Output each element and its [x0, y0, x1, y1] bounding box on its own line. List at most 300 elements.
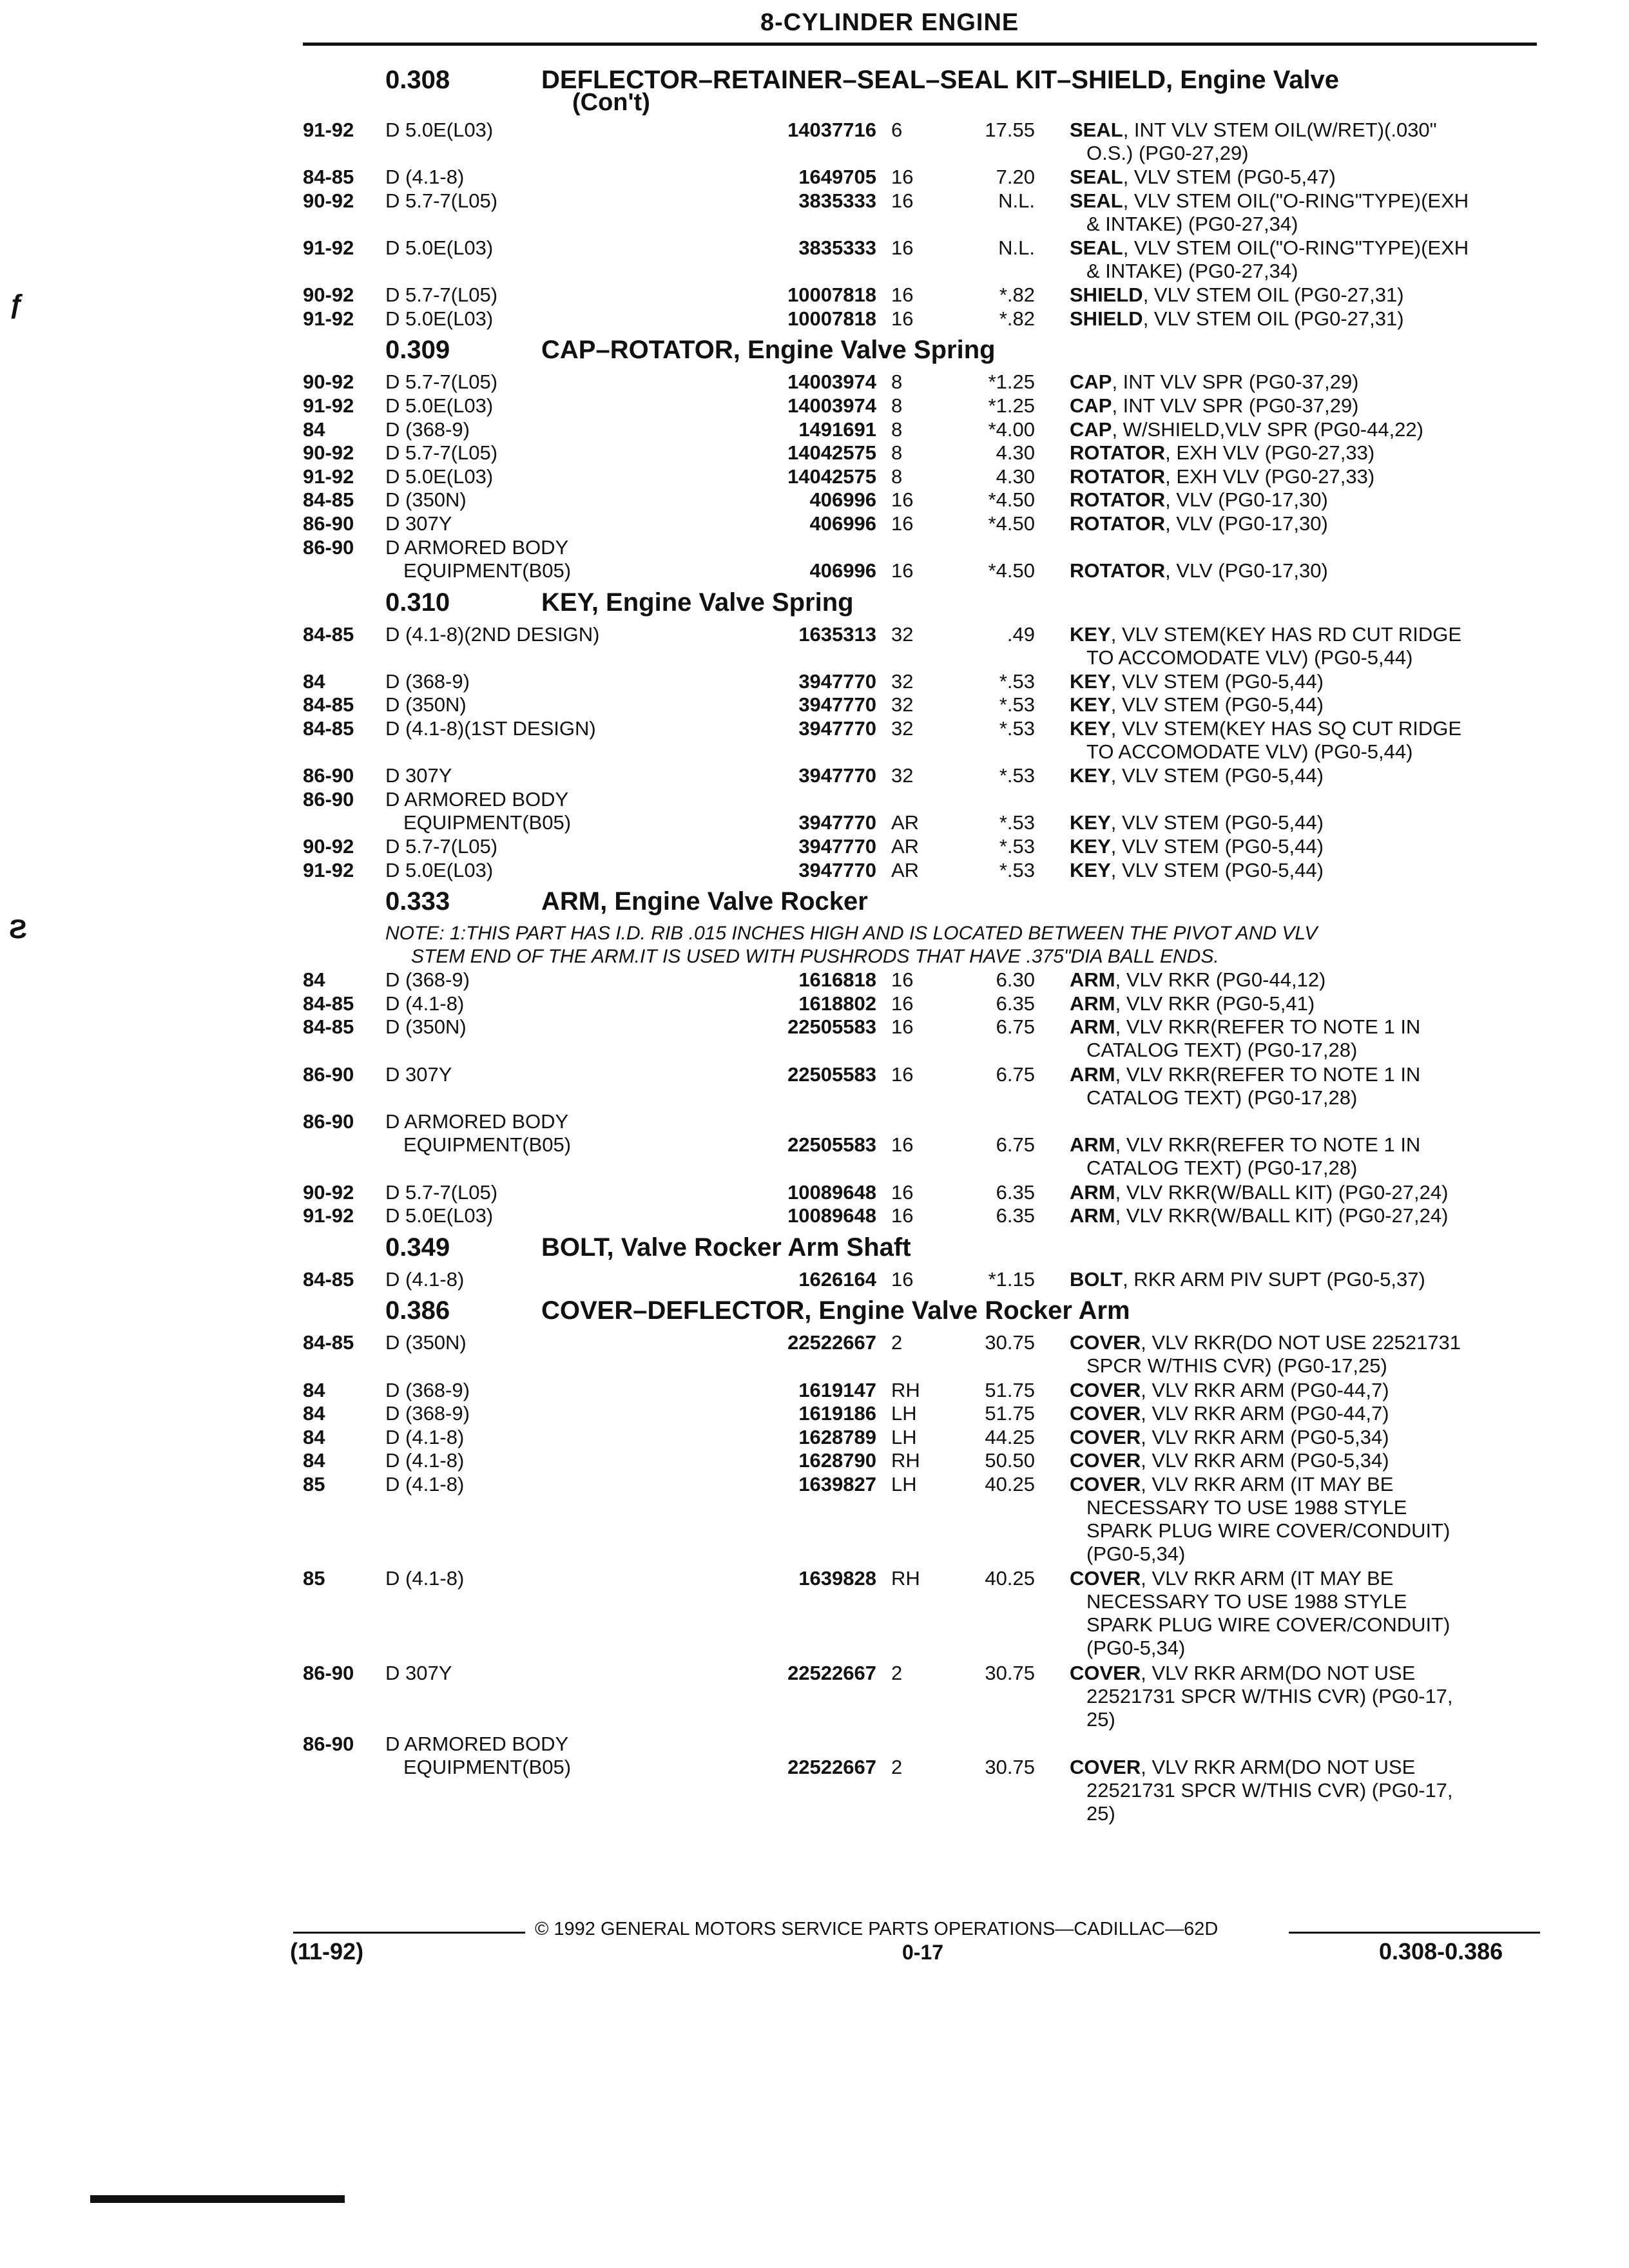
- part-description: [1070, 1015, 1540, 1062]
- price: 7.20: [996, 166, 1035, 189]
- model-years: 85: [303, 1567, 325, 1590]
- description-keyword: KEY: [1070, 835, 1111, 858]
- description-keyword: COVER: [1070, 1449, 1141, 1472]
- engine-code: D 307Y: [385, 1661, 452, 1684]
- engine-code: D 5.7-7(L05): [385, 284, 498, 307]
- quantity: 16: [891, 166, 914, 189]
- description-line: [1070, 859, 1540, 882]
- engine-application: [385, 1181, 731, 1204]
- description-text: , VLV RKR (PG0-5,41): [1115, 992, 1315, 1015]
- table-row: [303, 1567, 1540, 1661]
- price: 6.35: [996, 1204, 1035, 1227]
- part-description: [1070, 1756, 1540, 1825]
- margin-mark-top: ƒ: [9, 289, 24, 319]
- quantity: 16: [891, 968, 914, 992]
- price: 30.75: [985, 1756, 1035, 1779]
- table-row: [303, 1473, 1540, 1567]
- description-text: , VLV RKR ARM(DO NOT USE: [1141, 1756, 1416, 1779]
- section-number: 0.309: [385, 336, 450, 365]
- section-header: [303, 885, 1540, 922]
- description-keyword: SEAL: [1070, 119, 1123, 141]
- quantity: LH: [891, 1472, 917, 1495]
- part-number: 22522667: [787, 1756, 876, 1779]
- part-number: 22505583: [787, 1062, 876, 1086]
- description-keyword: ROTATOR: [1070, 512, 1166, 535]
- quantity: 16: [891, 284, 914, 307]
- description-text: , VLV (PG0-17,30): [1165, 512, 1328, 535]
- description-line: & INTAKE) (PG0-27,34): [1086, 212, 1298, 235]
- description-text: , VLV (PG0-17,30): [1165, 488, 1328, 512]
- model-years: 84: [303, 1449, 325, 1472]
- price: *.53: [999, 811, 1035, 834]
- part-description: [1070, 284, 1540, 307]
- model-years: 86-90: [303, 1661, 354, 1684]
- price: 40.25: [985, 1567, 1035, 1590]
- model-years: 84-85: [303, 992, 354, 1015]
- description-keyword: SEAL: [1070, 189, 1123, 212]
- description-line: [1070, 284, 1540, 307]
- description-line: [1070, 1662, 1540, 1685]
- quantity: 6: [891, 119, 903, 141]
- description-keyword: COVER: [1070, 1756, 1141, 1779]
- description-line: [1070, 992, 1540, 1015]
- engine-code: D 5.7-7(L05): [385, 1180, 498, 1204]
- engine-application: [385, 992, 731, 1015]
- price: 4.30: [996, 441, 1035, 465]
- engine-application: [385, 835, 731, 858]
- section-number: 0.310: [385, 588, 450, 617]
- footer-rule-left: [293, 1932, 525, 1934]
- table-row: [303, 1110, 1540, 1181]
- part-description: [1070, 623, 1540, 669]
- part-number: 10007818: [787, 284, 876, 307]
- description-keyword: COVER: [1070, 1661, 1141, 1684]
- part-number: 14042575: [787, 465, 876, 488]
- model-years: 84-85: [303, 488, 354, 512]
- quantity: LH: [891, 1425, 917, 1448]
- description-keyword: ROTATOR: [1070, 441, 1166, 465]
- description-line: [1070, 835, 1540, 858]
- table-row: [303, 536, 1540, 583]
- description-text: , VLV RKR ARM (PG0-5,34): [1141, 1449, 1389, 1472]
- section-title: COVER–DEFLECTOR, Engine Valve Rocker Arm: [541, 1296, 1130, 1325]
- description-keyword: KEY: [1070, 858, 1111, 881]
- section-header: [303, 1231, 1540, 1268]
- quantity: 16: [891, 559, 914, 582]
- price: *.53: [999, 693, 1035, 716]
- description-keyword: KEY: [1070, 764, 1111, 787]
- description-text: , VLV STEM (PG0-5,47): [1123, 166, 1336, 189]
- table-row: [303, 1662, 1540, 1733]
- description-line: [1070, 1015, 1540, 1039]
- description-text: , VLV RKR ARM (PG0-44,7): [1141, 1378, 1389, 1401]
- quantity: RH: [891, 1378, 920, 1401]
- engine-code-cont: EQUIPMENT(B05): [403, 559, 572, 582]
- description-text: , INT VLV STEM OIL(W/RET)(.030": [1123, 119, 1437, 141]
- description-line: SPARK PLUG WIRE COVER/CONDUIT): [1086, 1613, 1451, 1637]
- part-number: 406996: [809, 488, 876, 512]
- description-line: [1070, 1756, 1540, 1779]
- description-keyword: KEY: [1070, 669, 1111, 693]
- table-row: [303, 670, 1540, 694]
- part-description: [1070, 859, 1540, 882]
- description-keyword: CAP: [1070, 370, 1112, 394]
- table-row: [303, 1402, 1540, 1426]
- engine-code: D 5.0E(L03): [385, 465, 494, 488]
- description-line: TO ACCOMODATE VLV) (PG0-5,44): [1086, 740, 1413, 764]
- model-years: 86-90: [303, 787, 354, 811]
- description-line: [1070, 559, 1540, 582]
- engine-code: D (368-9): [385, 418, 470, 441]
- table-row: [303, 788, 1540, 835]
- model-years: 84-85: [303, 717, 354, 740]
- model-years: 91-92: [303, 465, 354, 488]
- description-keyword: COVER: [1070, 1378, 1141, 1401]
- engine-application: [385, 441, 731, 465]
- part-number: 3835333: [798, 236, 876, 259]
- price: *.82: [999, 284, 1035, 307]
- table-row: [303, 992, 1540, 1016]
- part-number: 1628789: [798, 1425, 876, 1448]
- engine-code: D (368-9): [385, 1402, 470, 1425]
- part-number: 1619186: [798, 1402, 876, 1425]
- description-keyword: ARM: [1070, 1133, 1115, 1157]
- price: *.53: [999, 717, 1035, 740]
- engine-code-cont: EQUIPMENT(B05): [403, 1133, 572, 1156]
- section-title: CAP–ROTATOR, Engine Valve Spring: [541, 336, 996, 365]
- quantity: 16: [891, 1015, 914, 1039]
- description-text: , VLV STEM(KEY HAS RD CUT RIDGE: [1110, 622, 1462, 646]
- catalog-section: [303, 1231, 1540, 1292]
- part-description: [1070, 512, 1540, 535]
- part-description: [1070, 1402, 1540, 1425]
- description-line: SPCR W/THIS CVR) (PG0-17,25): [1086, 1354, 1387, 1378]
- part-number: 22505583: [787, 1015, 876, 1039]
- part-description: [1070, 166, 1540, 189]
- description-keyword: KEY: [1070, 811, 1111, 834]
- price: 30.75: [985, 1331, 1035, 1354]
- engine-code: D (368-9): [385, 669, 470, 693]
- price: *.53: [999, 669, 1035, 693]
- description-keyword: ARM: [1070, 968, 1115, 992]
- description-line: [1070, 394, 1540, 418]
- table-row: [303, 1379, 1540, 1403]
- engine-application: [385, 284, 731, 307]
- engine-application: [385, 418, 731, 441]
- quantity: 32: [891, 717, 914, 740]
- part-number: 1619147: [798, 1378, 876, 1401]
- quantity: 16: [891, 307, 914, 330]
- part-description: [1070, 1331, 1540, 1378]
- section-title: KEY, Engine Valve Spring: [541, 588, 854, 617]
- description-text: , VLV RKR (PG0-44,12): [1115, 968, 1326, 992]
- description-line: [1070, 1331, 1540, 1354]
- description-keyword: ARM: [1070, 1204, 1115, 1227]
- price: *4.00: [988, 418, 1035, 441]
- quantity: 2: [891, 1331, 903, 1354]
- part-description: [1070, 1662, 1540, 1731]
- part-number: 10007818: [787, 307, 876, 330]
- model-years: 91-92: [303, 236, 354, 259]
- engine-code-cont: EQUIPMENT(B05): [403, 811, 572, 834]
- part-number: 3947770: [798, 669, 876, 693]
- part-description: [1070, 811, 1540, 834]
- part-number: 1639828: [798, 1567, 876, 1590]
- part-description: [1070, 488, 1540, 512]
- description-line: [1070, 1133, 1540, 1157]
- description-text: , VLV STEM (PG0-5,44): [1110, 764, 1324, 787]
- engine-application: [385, 1204, 731, 1227]
- footer-rule-right: [1289, 1932, 1540, 1934]
- quantity: 8: [891, 394, 903, 417]
- description-line: (PG0-5,34): [1086, 1637, 1186, 1660]
- description-text: , VLV RKR(W/BALL KIT) (PG0-27,24): [1115, 1180, 1449, 1204]
- engine-application: [385, 166, 731, 189]
- part-description: [1070, 764, 1540, 787]
- price: *4.50: [988, 512, 1035, 535]
- description-line: [1070, 418, 1540, 441]
- description-line: [1070, 968, 1540, 992]
- part-number: 1639827: [798, 1472, 876, 1495]
- price: 51.75: [985, 1378, 1035, 1401]
- engine-code: D 5.7-7(L05): [385, 835, 498, 858]
- part-description: [1070, 1473, 1540, 1566]
- model-years: 91-92: [303, 1204, 354, 1227]
- section-header: [303, 586, 1540, 623]
- price: N.L.: [998, 189, 1035, 212]
- section-header: [303, 333, 1540, 370]
- table-row: [303, 307, 1540, 331]
- quantity: 32: [891, 764, 914, 787]
- description-line: [1070, 1204, 1540, 1227]
- description-keyword: ROTATOR: [1070, 559, 1166, 582]
- description-keyword: SEAL: [1070, 166, 1123, 189]
- description-text: , EXH VLV (PG0-27,33): [1165, 441, 1375, 465]
- description-keyword: COVER: [1070, 1567, 1141, 1590]
- price: *.53: [999, 858, 1035, 881]
- part-number: 1618802: [798, 992, 876, 1015]
- model-years: 84-85: [303, 1015, 354, 1039]
- scan-artifact-bar: [90, 2195, 345, 2203]
- description-line: [1070, 236, 1540, 260]
- description-text: , RKR ARM PIV SUPT (PG0-5,37): [1123, 1267, 1425, 1291]
- price: 30.75: [985, 1661, 1035, 1684]
- description-line: (PG0-5,34): [1086, 1542, 1186, 1565]
- description-line: [1070, 1449, 1540, 1472]
- description-line: [1070, 1473, 1540, 1496]
- price: *4.50: [988, 488, 1035, 512]
- section-header: [303, 63, 1540, 119]
- engine-code: D 5.7-7(L05): [385, 370, 498, 394]
- engine-code: D ARMORED BODY: [385, 787, 569, 811]
- description-line: NECESSARY TO USE 1988 STYLE: [1086, 1495, 1407, 1519]
- model-years: 90-92: [303, 189, 354, 212]
- engine-code: D (4.1-8): [385, 166, 465, 189]
- part-description: [1070, 717, 1540, 764]
- quantity: AR: [891, 858, 920, 881]
- engine-application: [385, 512, 731, 535]
- description-keyword: COVER: [1070, 1472, 1141, 1495]
- model-years: 91-92: [303, 858, 354, 881]
- part-description: [1070, 1379, 1540, 1402]
- part-number: 1628790: [798, 1449, 876, 1472]
- engine-application: [385, 764, 731, 787]
- table-row: [303, 1204, 1540, 1228]
- table-row: [303, 1426, 1540, 1450]
- description-text: , EXH VLV (PG0-27,33): [1165, 465, 1375, 488]
- price: *1.25: [988, 370, 1035, 394]
- table-row: [303, 835, 1540, 859]
- quantity: 16: [891, 512, 914, 535]
- engine-application: [385, 536, 731, 582]
- part-description: [1070, 992, 1540, 1015]
- description-text: , VLV STEM (PG0-5,44): [1110, 693, 1324, 716]
- part-description: [1070, 418, 1540, 441]
- part-description: [1070, 968, 1540, 992]
- model-years: 91-92: [303, 394, 354, 417]
- part-description: [1070, 1181, 1540, 1204]
- part-description: [1070, 1133, 1540, 1180]
- quantity: 16: [891, 1133, 914, 1157]
- description-line: [1070, 441, 1540, 465]
- part-description: [1070, 1426, 1540, 1449]
- section-title: ARM, Engine Valve Rocker: [541, 887, 868, 916]
- engine-application: [385, 1015, 731, 1039]
- engine-application: [385, 189, 731, 213]
- price: *.53: [999, 764, 1035, 787]
- description-line: [1070, 1426, 1540, 1449]
- description-line: SPARK PLUG WIRE COVER/CONDUIT): [1086, 1519, 1451, 1542]
- description-keyword: ROTATOR: [1070, 488, 1166, 512]
- description-text: , VLV STEM (PG0-5,44): [1110, 835, 1324, 858]
- catalog-section: [303, 1294, 1540, 1827]
- engine-application: [385, 1331, 731, 1354]
- description-text: , VLV RKR ARM (IT MAY BE: [1141, 1472, 1394, 1495]
- price: 44.25: [985, 1425, 1035, 1448]
- model-years: 90-92: [303, 1180, 354, 1204]
- part-number: 14003974: [787, 370, 876, 394]
- model-years: 84-85: [303, 166, 354, 189]
- description-text: , VLV RKR ARM(DO NOT USE: [1141, 1661, 1416, 1684]
- description-keyword: COVER: [1070, 1425, 1141, 1448]
- engine-code: D 5.0E(L03): [385, 119, 494, 141]
- table-row: [303, 166, 1540, 189]
- description-keyword: SHIELD: [1070, 284, 1143, 307]
- part-description: [1070, 465, 1540, 488]
- quantity: 8: [891, 465, 903, 488]
- part-number: 14042575: [787, 441, 876, 465]
- description-keyword: BOLT: [1070, 1267, 1123, 1291]
- description-text: , VLV RKR ARM (PG0-44,7): [1141, 1402, 1389, 1425]
- model-years: 90-92: [303, 835, 354, 858]
- description-line: [1070, 623, 1540, 646]
- description-line: [1070, 1268, 1540, 1291]
- table-row: [303, 284, 1540, 307]
- description-line: O.S.) (PG0-27,29): [1086, 142, 1249, 164]
- description-line: [1070, 488, 1540, 512]
- description-line: 25): [1086, 1802, 1115, 1825]
- engine-application: [385, 1379, 731, 1402]
- quantity: 16: [891, 236, 914, 259]
- description-text: , VLV STEM (PG0-5,44): [1110, 669, 1324, 693]
- part-number: 406996: [809, 559, 876, 582]
- catalog-section: [303, 63, 1540, 331]
- engine-application: [385, 623, 731, 646]
- engine-code-cont: EQUIPMENT(B05): [403, 1755, 572, 1778]
- engine-application: [385, 488, 731, 512]
- quantity: 16: [891, 1204, 914, 1227]
- engine-application: [385, 1449, 731, 1472]
- description-text: , VLV STEM OIL("O-RING"TYPE)(EXH: [1123, 236, 1469, 259]
- table-row: [303, 693, 1540, 717]
- engine-code: D (368-9): [385, 968, 470, 992]
- engine-application: [385, 717, 731, 740]
- engine-application: [385, 1567, 731, 1590]
- part-description: [1070, 119, 1540, 165]
- model-years: 84-85: [303, 1267, 354, 1291]
- description-keyword: ARM: [1070, 1180, 1115, 1204]
- part-number: 22522667: [787, 1661, 876, 1684]
- part-number: 406996: [809, 512, 876, 535]
- quantity: 2: [891, 1661, 903, 1684]
- part-number: 3947770: [798, 858, 876, 881]
- engine-code: D 5.0E(L03): [385, 858, 494, 881]
- description-line: [1070, 1181, 1540, 1204]
- table-row: [303, 189, 1540, 236]
- description-keyword: SEAL: [1070, 236, 1123, 259]
- table-row: [303, 1268, 1540, 1292]
- model-years: 90-92: [303, 441, 354, 465]
- description-keyword: SHIELD: [1070, 307, 1143, 330]
- engine-application: [385, 307, 731, 331]
- engine-application: [385, 370, 731, 394]
- model-years: 84-85: [303, 622, 354, 646]
- quantity: AR: [891, 835, 920, 858]
- engine-code: D (4.1-8)(2ND DESIGN): [385, 622, 600, 646]
- quantity: 16: [891, 1267, 914, 1291]
- engine-application: [385, 1662, 731, 1685]
- description-line: [1070, 189, 1540, 213]
- engine-application: [385, 859, 731, 882]
- engine-code: D 307Y: [385, 512, 452, 535]
- price: 4.30: [996, 465, 1035, 488]
- description-line: [1070, 693, 1540, 716]
- price: *1.15: [988, 1267, 1035, 1291]
- part-description: [1070, 693, 1540, 716]
- description-line: CATALOG TEXT) (PG0-17,28): [1086, 1039, 1358, 1062]
- section-range: 0.308-0.386: [1379, 1938, 1503, 1965]
- description-keyword: KEY: [1070, 622, 1111, 646]
- quantity: 8: [891, 370, 903, 394]
- section-number: 0.333: [385, 887, 450, 916]
- model-years: 84: [303, 418, 325, 441]
- part-number: 22522667: [787, 1331, 876, 1354]
- engine-application: [385, 1268, 731, 1291]
- part-description: [1070, 394, 1540, 418]
- part-number: 3947770: [798, 693, 876, 716]
- model-years: 86-90: [303, 1062, 354, 1086]
- engine-code: D 5.0E(L03): [385, 236, 494, 259]
- quantity: 8: [891, 418, 903, 441]
- model-years: 86-90: [303, 1732, 354, 1755]
- description-line: [1070, 811, 1540, 834]
- price: 50.50: [985, 1449, 1035, 1472]
- section-title: BOLT, Valve Rocker Arm Shaft: [541, 1233, 911, 1262]
- copyright-notice: © 1992 GENERAL MOTORS SERVICE PARTS OPERATIONS—CADILLAC—62D: [535, 1919, 1219, 1939]
- price: .49: [1007, 622, 1035, 646]
- description-text: , VLV STEM (PG0-5,44): [1110, 858, 1324, 881]
- quantity: 32: [891, 622, 914, 646]
